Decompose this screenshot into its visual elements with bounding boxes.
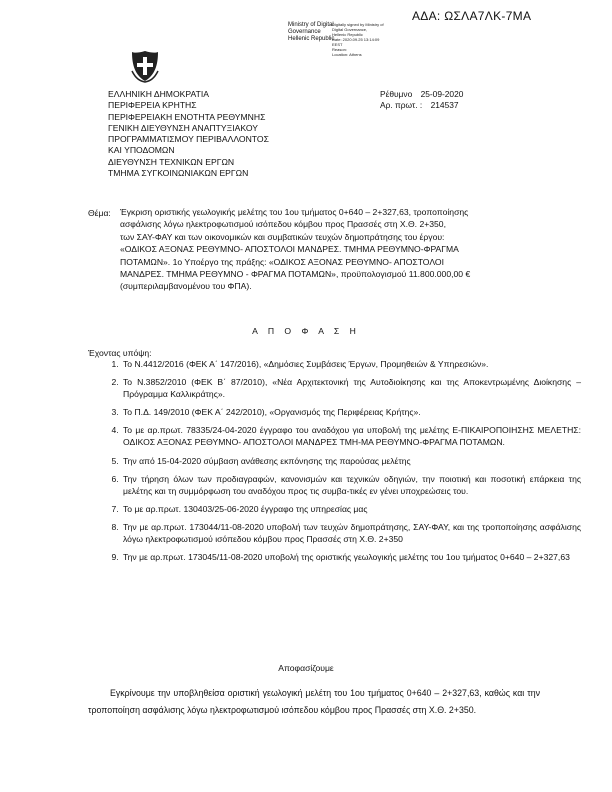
- protocol-number: [380, 100, 463, 111]
- place-date-value: 25-09-2020: [420, 89, 464, 99]
- subject-label: Θέμα:: [88, 208, 111, 218]
- authority-line: ΤΜΗΜΑ ΣΥΓΚΟΙΝΩΝΙΑΚΩΝ ΕΡΓΩΝ: [108, 168, 249, 179]
- ada-code: ΑΔΑ: ΩΣΛΑ7ΛΚ-7ΜΑ: [412, 9, 532, 23]
- signature-detail-line: Reason:: [332, 47, 347, 52]
- protocol-value: 214537: [430, 100, 459, 111]
- subject-line: Έγκριση οριστικής γεωλογικής μελέτης του 1ου τμήματος 0+640 – 2+327,63, τροποποίησης: [120, 207, 469, 217]
- signature-line: Governance: [288, 29, 321, 35]
- subject-line: ασφάλισης λόγω ηλεκτροφωτισμού ισόπεδου κόμβου προς Πρασσές στη Χ.Θ. 2+350,: [120, 219, 446, 230]
- authority-line: ΚΑΙ ΥΠΟΔΟΜΩΝ: [108, 145, 175, 156]
- decision-text: Εγκρίνουμε την υποβληθείσα οριστική γεωλογική μελέτη του 1ου τμήματος 0+640 – 2+327,63, καθώς και την τροποποίηση ασφάλισης λόγω ηλεκτροφωτισμού ισόπεδου κόμβου προς Πρασσές στη Χ.Θ. 2+350.: [88, 688, 540, 715]
- authority-line: ΕΛΛΗΝΙΚΗ ΔΗΜΟΚΡΑΤΙΑ: [108, 89, 209, 99]
- date-protocol-block: [380, 89, 463, 112]
- list-item: 6. Την τήρηση όλων των προδιαγραφών, κανονισμών και τεχνικών οδηγιών, την ποιοτική και ποσοτική επάρκεια της μελέτης και τη συμμόρφωση του αναδόχου προς τις συμβα-τικές εν γένει υποχρεώσεις του.: [121, 473, 581, 497]
- protocol-label: Αρ. πρωτ. :: [380, 100, 423, 111]
- we-decide-heading: Αποφασίζουμε: [278, 663, 334, 673]
- considerations-list: [88, 358, 581, 569]
- decision-paragraph: [88, 685, 540, 719]
- having-regard-heading: Έχοντας υπόψη:: [88, 348, 152, 358]
- signature-detail-line: Digitally signed by Ministry of: [332, 22, 384, 27]
- place-date: [380, 89, 463, 100]
- list-item: 1. Το Ν.4412/2016 (ΦΕΚ Α΄ 147/2016), «Δημόσιες Συμβάσεις Έργων, Προμηθειών & Υπηρεσιών».: [121, 358, 581, 370]
- greek-coat-of-arms-icon: [130, 49, 160, 83]
- list-item: 2. Το Ν.3852/2010 (ΦΕΚ Β΄ 87/2010), «Νέα Αρχιτεκτονική της Αυτοδιοίκησης και της Αποκεντρωμένης Διοίκησης – Πρόγραμμα Καλλικράτης».: [121, 376, 581, 400]
- digital-signature-issuer: [288, 22, 334, 43]
- subject-body: [120, 206, 554, 293]
- place-date-label: Ρέθυμνο: [380, 89, 413, 99]
- signature-detail-line: Digital Governance,: [332, 27, 368, 32]
- list-item: 5. Την από 15-04-2020 σύμβαση ανάθεσης εκπόνησης της παρούσας μελέτης: [121, 455, 581, 467]
- signature-detail-line: Hellenic Republic: [332, 32, 363, 37]
- signature-detail-line: EEST: [332, 42, 343, 47]
- subject-line: ΠΟΤΑΜΩΝ». 1ο Υποέργο της πράξης: «ΟΔΙΚΟΣ ΑΞΟΝΑΣ ΡΕΘΥΜΝΟ- ΑΠΟΣΤΟΛΟΙ: [120, 256, 444, 267]
- subject-line: των ΣΑΥ-ΦΑΥ και των οικονομικών και συμβατικών τευχών δημοπράτησης του έργου:: [120, 231, 445, 242]
- subject-line: ΜΑΝΔΡΕΣ. ΤΜΗΜΑ ΡΕΘΥΜΝΟ - ΦΡΑΓΜΑ ΠΟΤΑΜΩΝ», προϋπολογισμού 11.800.000,00 €: [120, 269, 471, 280]
- authority-line: ΠΕΡΙΦΕΡΕΙΑ ΚΡΗΤΗΣ: [108, 100, 197, 111]
- list-item: 9. Την με αρ.πρωτ. 173045/11-08-2020 υποβολή της οριστικής γεωλογικής μελέτης του 1ου τμήματος 0+640 – 2+327,63: [121, 551, 581, 563]
- authority-block: [108, 89, 269, 179]
- decision-title: Α Π Ο Φ Α Σ Η: [252, 326, 360, 336]
- authority-line: ΠΡΟΓΡΑΜΜΑΤΙΣΜΟΥ ΠΕΡΙΒΑΛΛΟΝΤΟΣ: [108, 134, 269, 145]
- authority-line: ΓΕΝΙΚΗ ΔΙΕΥΘΥΝΣΗ ΑΝΑΠΤΥΞΙΑΚΟΥ: [108, 122, 258, 133]
- list-item: 7. Το με αρ.πρωτ. 130403/25-06-2020 έγγραφο της υπηρεσίας μας: [121, 503, 581, 515]
- signature-detail-line: Location: Athens: [332, 52, 362, 57]
- digital-signature-details: [332, 22, 384, 57]
- list-item: 3. Το Π.Δ. 149/2010 (ΦΕΚ Α΄ 242/2010), «Οργανισμός της Περιφέρειας Κρήτης».: [121, 406, 581, 418]
- list-item: 8. Την με αρ.πρωτ. 173044/11-08-2020 υποβολή των τευχών δημοπράτησης, ΣΑΥ-ΦΑΥ, και της τροποποίησης ασφάλισης λόγω ηλεκτροφωτισμού ισόπεδου κόμβου προς Πρασσές στη Χ.Θ. 2+350: [121, 521, 581, 545]
- subject-line: (συμπεριλαμβανομένου του ΦΠΑ).: [120, 281, 252, 292]
- authority-line: ΔΙΕΥΘΥΝΣΗ ΤΕΧΝΙΚΩΝ ΕΡΓΩΝ: [108, 156, 235, 167]
- signature-line: Hellenic Republic: [288, 36, 335, 42]
- list-item: 4. Το με αρ.πρωτ. 78335/24-04-2020 έγγραφο του αναδόχου για υποβολή της μελέτης Ε-ΠΙΚΑΙΡΟΠΟΙΗΣΗΣ ΜΕΛΕΤΗΣ: ΟΔΙΚΟΣ ΑΞΟΝΑΣ ΡΕΘΥΜΝΟ- ΑΠΟΣΤΟΛΟΙ ΜΑΝΔΡΕΣ ΤΜΗ-ΜΑ ΡΕΘΥΜΝΟ-ΦΡΑΓΜΑ ΠΟΤΑΜΩΝ.: [121, 424, 581, 448]
- subject-line: «ΟΔΙΚΟΣ ΑΞΟΝΑΣ ΡΕΘΥΜΝΟ- ΑΠΟΣΤΟΛΟΙ ΜΑΝΔΡΕΣ. ΤΜΗΜΑ ΡΕΘΥΜΝΟ-ΦΡΑΓΜΑ: [120, 244, 459, 255]
- signature-detail-line: Date: 2020.09.25 13:14:09: [332, 37, 380, 42]
- signature-line: Ministry of Digital: [288, 22, 334, 28]
- authority-line: ΠΕΡΙΦΕΡΕΙΑΚΗ ΕΝΟΤΗΤΑ ΡΕΘΥΜΝΗΣ: [108, 111, 266, 122]
